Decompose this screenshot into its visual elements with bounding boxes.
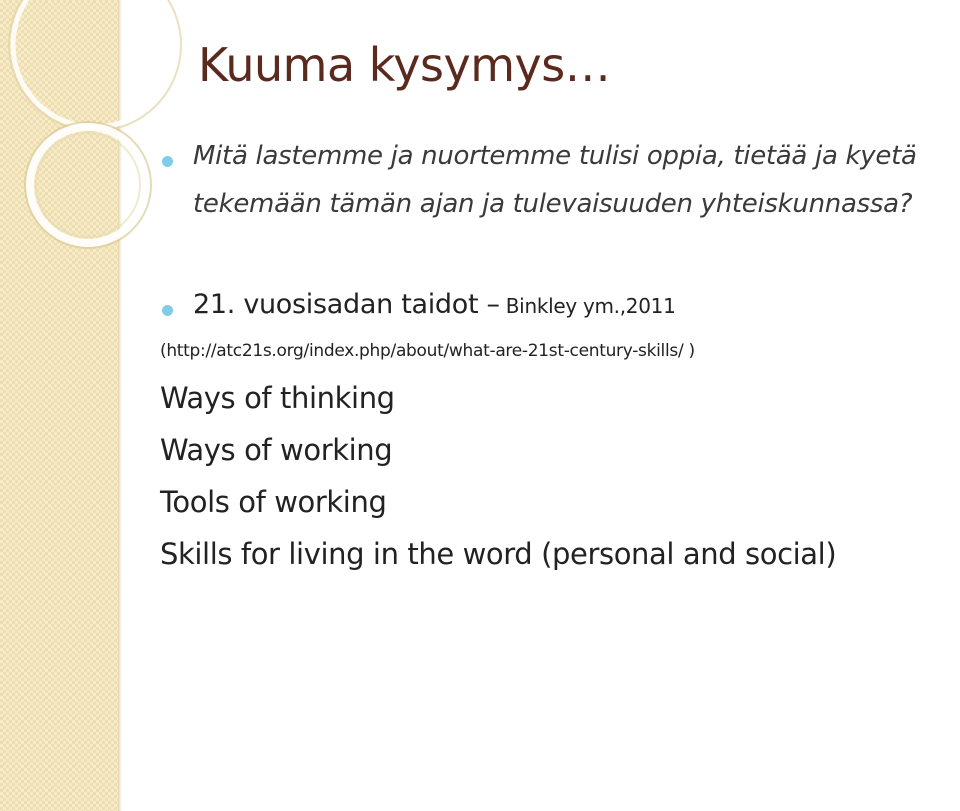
ring-large-shadow: [9, 0, 181, 131]
ring-small-shadow: [25, 122, 151, 248]
skills-item-working: Ways of working: [160, 433, 393, 467]
slide-title: Kuuma kysymys…: [198, 38, 611, 92]
ring-small-inner: [36, 133, 140, 237]
question-line-2: tekemään tämän ajan ja tulevaisuuden yhteiskunnassa?: [193, 189, 913, 219]
skills-item-tools: Tools of working: [160, 485, 387, 519]
skills-citation: Binkley ym.,2011: [505, 294, 676, 318]
question-line-1: Mitä lastemme ja nuortemme tulisi oppia, tietää ja kyetä: [193, 141, 917, 171]
bullet-skills: [162, 305, 173, 316]
skills-heading: [193, 289, 676, 320]
ring-small: [30, 127, 146, 243]
bullet-question: [162, 156, 173, 167]
skills-heading-text: 21. vuosisadan taidot –: [193, 289, 500, 320]
skills-item-living: Skills for living in the word (personal and social): [160, 537, 837, 571]
skills-url: (http://atc21s.org/index.php/about/what-are-21st-century-skills/ ): [160, 341, 695, 361]
skills-item-thinking: Ways of thinking: [160, 381, 395, 415]
